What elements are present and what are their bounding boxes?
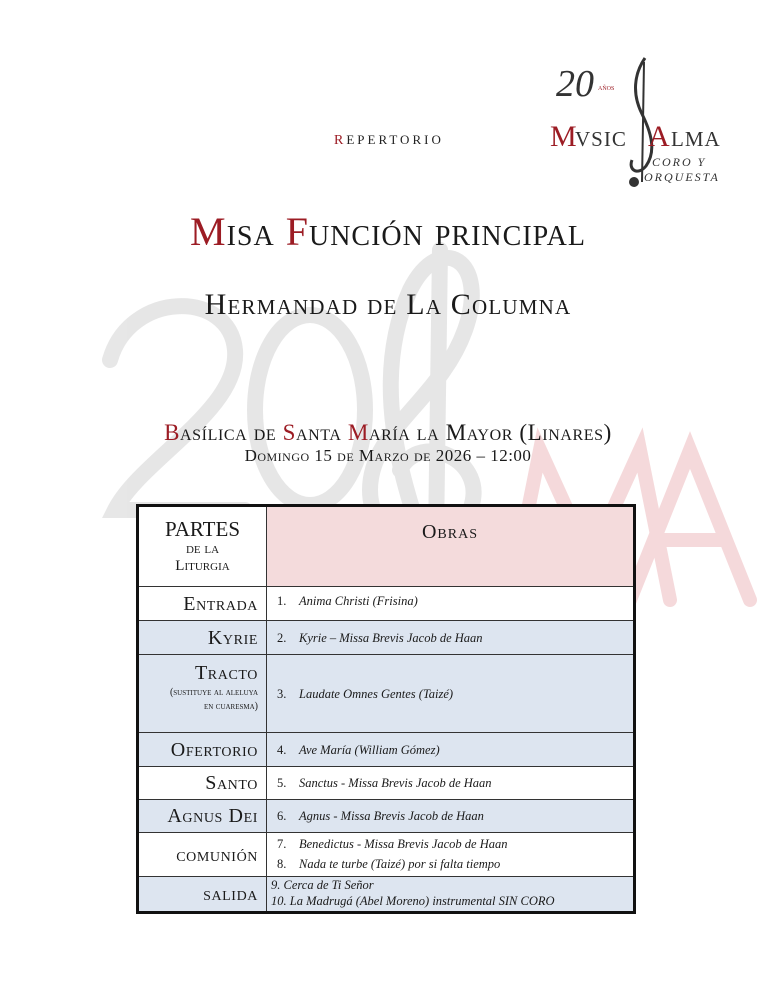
work-item (277, 773, 633, 793)
work-number: 8. (277, 856, 287, 871)
work-number: 3. (277, 686, 287, 701)
musicalma-logo (548, 54, 738, 194)
work-item (271, 878, 633, 894)
venue (0, 420, 776, 446)
part-label: Ofertorio (170, 738, 258, 761)
work-title: Kyrie – Missa Brevis Jacob de Haan (299, 630, 483, 645)
table-row (139, 733, 633, 767)
page-subtitle: Hermandad de La Columna (204, 288, 572, 321)
event-date: Domingo 15 de Marzo de 2026 – 12:00 (244, 446, 532, 465)
repertoire-table (136, 504, 636, 914)
header-works: Obras (421, 521, 478, 543)
work-number: 4. (277, 742, 287, 757)
work-number: 1. (277, 594, 287, 608)
work-number: 9. (271, 878, 281, 893)
venue-cap-1: B (164, 420, 181, 445)
table-row (139, 800, 633, 833)
work-item (277, 740, 633, 760)
work-title: Cerca de Ti Señor (283, 878, 374, 893)
work-item (277, 835, 633, 854)
page-title (0, 208, 776, 255)
part-note: (sustituye al aleluya en cuaresma) (169, 687, 258, 712)
work-number: 5. (277, 776, 287, 790)
table-row (139, 587, 633, 621)
venue-text-3: aría la Mayor (Linares) (368, 420, 612, 445)
work-title: Sanctus - Missa Brevis Jacob de Haan (299, 776, 492, 790)
logo-tag-1: CORO Y (652, 155, 707, 169)
table-header-row (139, 507, 633, 587)
title-cap-2: F (285, 209, 309, 254)
part-label: Tracto (194, 662, 258, 684)
work-item (277, 855, 633, 874)
logo-brand-m: M (550, 120, 577, 153)
part-label: Santo (205, 772, 258, 794)
work-item (277, 806, 633, 826)
venue-text-2: anta (295, 420, 348, 445)
logo-tag-2: ORQUESTA (644, 170, 720, 184)
section-label-rest: EPERTORIO (346, 132, 444, 147)
header-parts-main: PARTES (165, 517, 240, 542)
work-item (277, 591, 633, 611)
part-label: comunión (176, 843, 258, 866)
work-title: Ave María (William Gómez) (299, 742, 440, 757)
work-title: Nada te turbe (Taizé) por si falta tiempo (299, 856, 501, 871)
work-title: Anima Christi (Frisina) (299, 594, 418, 608)
title-cap-1: M (190, 209, 227, 254)
venue-text-1: asílica de (180, 420, 283, 445)
work-title: La Madrugá (Abel Moreno) instrumental SIN CORO (289, 894, 555, 908)
work-item (271, 894, 633, 910)
table-row (139, 655, 633, 733)
logo-anos: AÑOS (598, 86, 615, 92)
work-number: 2. (277, 630, 287, 645)
logo-brand-1: VSIC (575, 127, 627, 151)
table-row (139, 833, 633, 877)
venue-cap-2: S (282, 420, 296, 445)
logo-brand-a: A (648, 120, 670, 153)
section-label (334, 132, 444, 149)
venue-cap-3: M (347, 420, 369, 445)
header-parts-sub1: de la (185, 541, 220, 558)
part-label: Entrada (183, 592, 258, 615)
work-number: 7. (277, 837, 287, 852)
header-parts-sub2: Liturgia (175, 558, 230, 575)
header-parts-cell (139, 507, 267, 586)
title-word-2: unción principal (308, 209, 586, 254)
work-number: 6. (277, 809, 287, 823)
part-label: salida (203, 883, 258, 905)
work-item (277, 628, 633, 648)
table-row (139, 877, 633, 911)
work-title: Agnus - Missa Brevis Jacob de Haan (299, 809, 484, 823)
header-works-cell (267, 507, 633, 586)
logo-number: 20 (556, 63, 594, 105)
table-row (139, 621, 633, 655)
table-row (139, 767, 633, 800)
logo-brand-2: LMA (671, 127, 721, 151)
title-word-1: isa (226, 209, 286, 254)
part-label: Agnus Dei (167, 805, 258, 827)
part-label: Kyrie (207, 626, 258, 649)
work-title: Laudate Omnes Gentes (Taizé) (299, 686, 454, 701)
section-label-first: R (334, 133, 347, 148)
work-item (277, 684, 633, 704)
work-number: 10. (271, 894, 287, 908)
work-title: Benedictus - Missa Brevis Jacob de Haan (299, 837, 508, 852)
